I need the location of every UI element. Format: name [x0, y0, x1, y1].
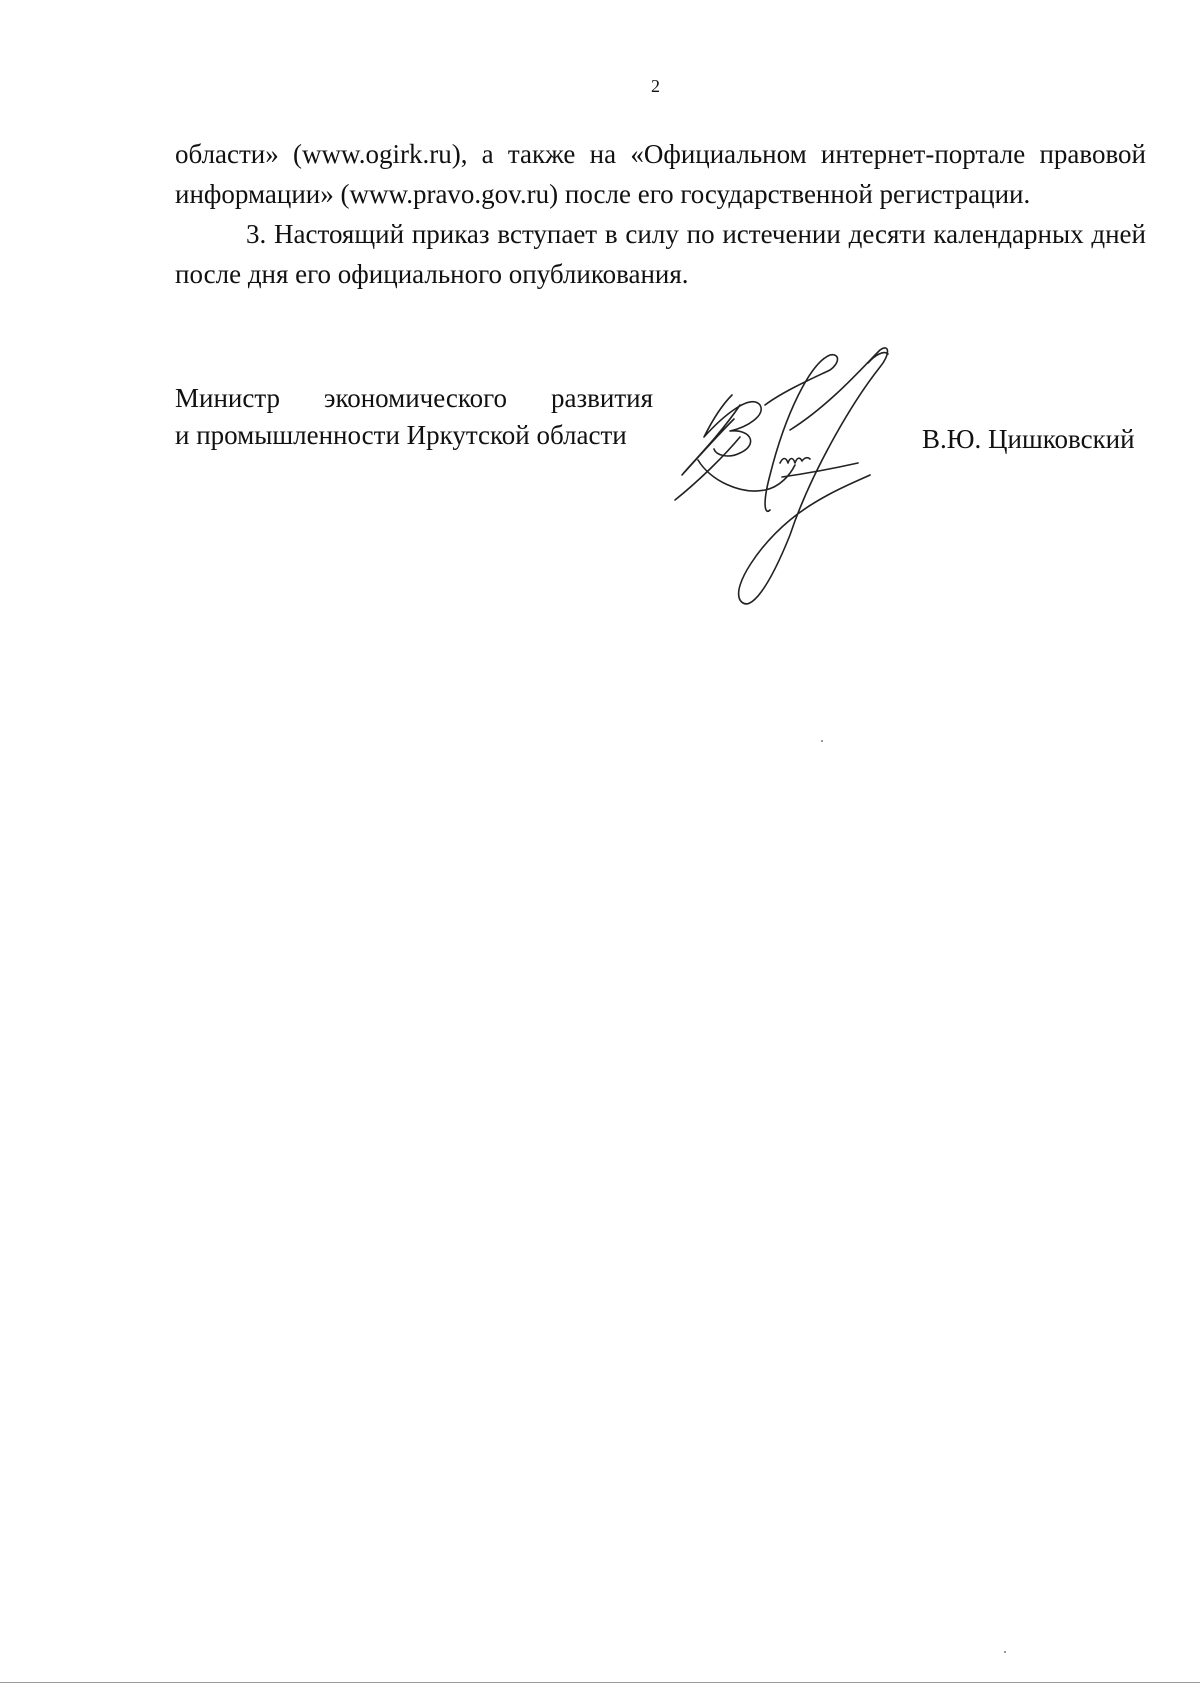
document-body [175, 134, 1146, 294]
signatory-title-line-1 [175, 380, 653, 417]
signatory-title-word: Министр [175, 383, 280, 413]
signatory-title-word: развития [550, 383, 653, 413]
signatory-title [175, 380, 653, 454]
signatory-title-line-2: и промышленности Иркутской области [175, 420, 627, 450]
signatory-title-word: экономического [323, 383, 508, 413]
scan-speck [1004, 1651, 1006, 1653]
signatory-name: В.Ю. Цишковский [922, 424, 1135, 454]
scan-border-line [0, 1682, 1200, 1683]
page-number: 2 [651, 76, 660, 96]
handwritten-signature [670, 345, 970, 615]
paragraph-continuation: области» (www.ogirk.ru), а также на «Официальном интернет-портале правовой информации» (www.pravo.gov.ru) после его государственной регистрации. [175, 139, 1146, 209]
paragraph-effective-date: 3. Настоящий приказ вступает в силу по истечении десяти календарных дней после дня его официального опубликования. [175, 219, 1146, 289]
scan-speck [821, 740, 823, 742]
